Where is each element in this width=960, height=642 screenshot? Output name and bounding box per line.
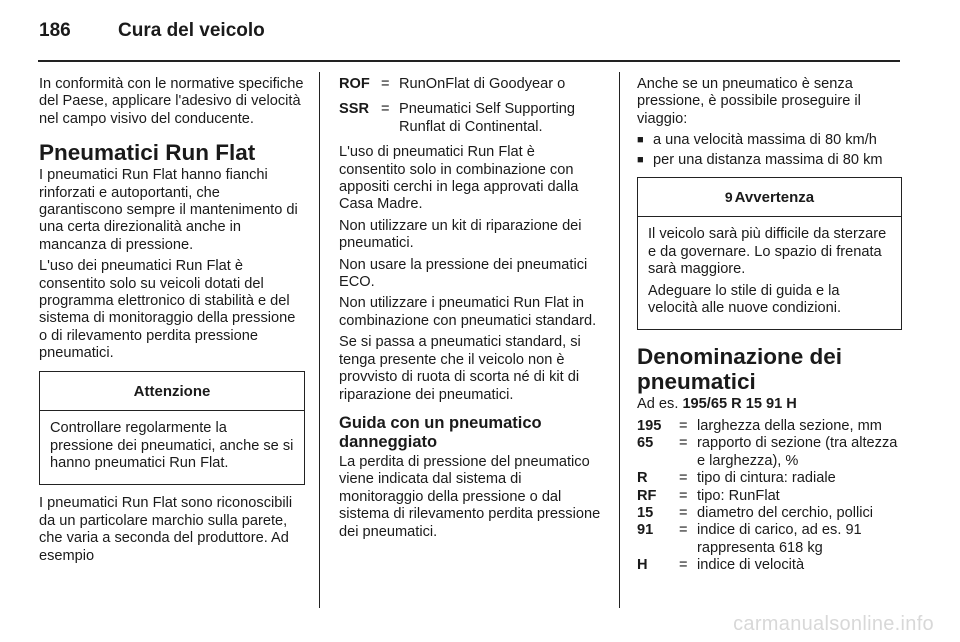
definition-key: 15	[637, 504, 654, 521]
column-divider-1	[319, 72, 320, 608]
definition-value: Pneumatici Self Supporting Runflat di Continental.	[399, 101, 576, 135]
definition-value: tipo di cintura: radiale	[697, 470, 836, 487]
definition-row	[637, 470, 902, 487]
column-3	[637, 76, 902, 575]
col3-intro: Anche se un pneumatico è senza pressione, è possibile proseguire il viaggio:	[637, 76, 861, 127]
definition-row	[637, 418, 902, 435]
warning-box	[637, 177, 902, 330]
attention-body	[40, 411, 304, 484]
section-title: Cura del veicolo	[118, 20, 265, 41]
watermark: carmanualsonline.info	[733, 613, 934, 635]
col2-paragraph-3: Non usare la pressione dei pneumatici ECO.	[339, 256, 588, 291]
definition-key: H	[637, 557, 648, 574]
intro-paragraph: In conformità con le normative specifiche del Paese, applicare l'adesivo di velocità nel campo visivo del conducente.	[39, 76, 304, 127]
col2-paragraph-1: L'uso di pneumatici Run Flat è consentito solo in combinazione con appositi cerchi in lega approvati dalla Casa Madre.	[339, 144, 579, 213]
warning-text-1: Il veicolo sarà più difficile da sterzare e da governare. Lo spazio di frenata sarà maggiore.	[648, 226, 887, 278]
definition-key: ROF	[339, 76, 370, 92]
column-1	[39, 76, 305, 569]
definition-equals: =	[381, 76, 390, 92]
definition-equals: =	[679, 435, 688, 452]
attention-title: Attenzione	[40, 372, 304, 411]
definition-value: indice di velocità	[697, 557, 805, 574]
column-2	[339, 76, 605, 545]
definition-equals: =	[679, 487, 688, 504]
definition-value: RunOnFlat di Goodyear o	[399, 76, 566, 92]
definition-equals: =	[679, 417, 688, 434]
col2-paragraph-5: Se si passa a pneumatici standard, si tenga presente che il veicolo non è provvisto di ruota di scorta né di kit di riparazione dei pneumatici.	[339, 334, 581, 403]
definition-equals: =	[679, 522, 688, 539]
tyre-designation-heading: Denominazione dei pneumatici	[637, 344, 843, 395]
tyre-code-definitions	[637, 418, 902, 575]
list-item: ■ a una velocità massima di 80 km/h	[637, 132, 902, 149]
col2-paragraph-2: Non utilizzare un kit di riparazione dei pneumatici.	[339, 217, 582, 252]
definition-key: 65	[637, 435, 654, 452]
definition-key: RF	[637, 487, 657, 504]
example-code: 195/65 R 15 91 H	[682, 396, 797, 413]
definition-equals: =	[679, 557, 688, 574]
attention-text: Controllare regolarmente la pressione dei pneumatici, anche se si hanno pneumatici Run Flat.	[50, 420, 294, 471]
definition-value: larghezza della sezione, mm	[697, 417, 882, 434]
run-flat-heading: Pneumatici Run Flat	[39, 140, 256, 166]
definition-key: R	[637, 470, 648, 487]
run-flat-paragraph-2: L'uso dei pneumatici Run Flat è consentito solo su veicoli dotati del programma elettronico di stabilità e del sistema di monitoraggio della pressione o di rilevamento perdita pressione pneumatici.	[39, 258, 296, 362]
definition-equals: =	[679, 504, 688, 521]
warning-text-2: Adeguare lo stile di guida e la velocità alle nuove condizioni.	[648, 282, 842, 317]
header-rule	[38, 60, 900, 62]
warning-body	[638, 217, 901, 329]
definition-key: 91	[637, 522, 654, 539]
definition-row	[637, 488, 902, 505]
col2-paragraph-6: La perdita di pressione del pneumatico viene indicata dal sistema di monitoraggio della pressione o dal sistema di rilevamento perdita pressione dei pneumatici.	[339, 453, 601, 540]
column-divider-2	[619, 72, 620, 608]
run-flat-paragraph-3: I pneumatici Run Flat sono riconoscibili da un particolare marchio sulla parete, che varia a seconda del produttore. Ad esempio	[39, 495, 293, 564]
definition-row	[637, 435, 902, 470]
warning-icon: 9	[724, 189, 733, 206]
definition-value: diametro del cerchio, pollici	[697, 504, 874, 521]
example-prefix: Ad es.	[637, 396, 683, 413]
col2-paragraph-4: Non utilizzare i pneumatici Run Flat in combinazione con pneumatici standard.	[339, 295, 597, 329]
definition-row	[637, 557, 902, 574]
definition-key: SSR	[339, 101, 370, 118]
run-flat-paragraph-1: I pneumatici Run Flat hanno fianchi rinforzati e autoportanti, che garantiscono sempre il mantenimento di una certa direzionalità anche in mancanza di pressione.	[39, 167, 298, 253]
damaged-tyre-heading: Guida con un pneumatico danneggiato	[339, 413, 542, 451]
definition-key: 195	[637, 417, 662, 434]
definition-value: tipo: RunFlat	[697, 487, 780, 504]
speed-limits-list	[637, 132, 902, 169]
definition-row	[637, 522, 902, 557]
definition-value: rapporto di sezione (tra altezza e larghezza), %	[697, 435, 898, 469]
warning-header	[638, 178, 901, 217]
definition-row	[637, 505, 902, 522]
definition-value: indice di carico, ad es. 91 rappresenta 618 kg	[697, 522, 862, 556]
definition-equals: =	[381, 101, 390, 118]
definition-equals: =	[679, 470, 688, 487]
definition-row	[339, 101, 605, 144]
definition-row	[339, 76, 605, 101]
brand-definitions	[339, 76, 605, 144]
example-line	[637, 396, 902, 413]
list-item: ■ per una distanza massima di 80 km	[637, 152, 902, 169]
attention-box	[39, 371, 305, 486]
warning-title: Avvertenza	[734, 189, 815, 207]
page-number: 186	[39, 20, 71, 41]
